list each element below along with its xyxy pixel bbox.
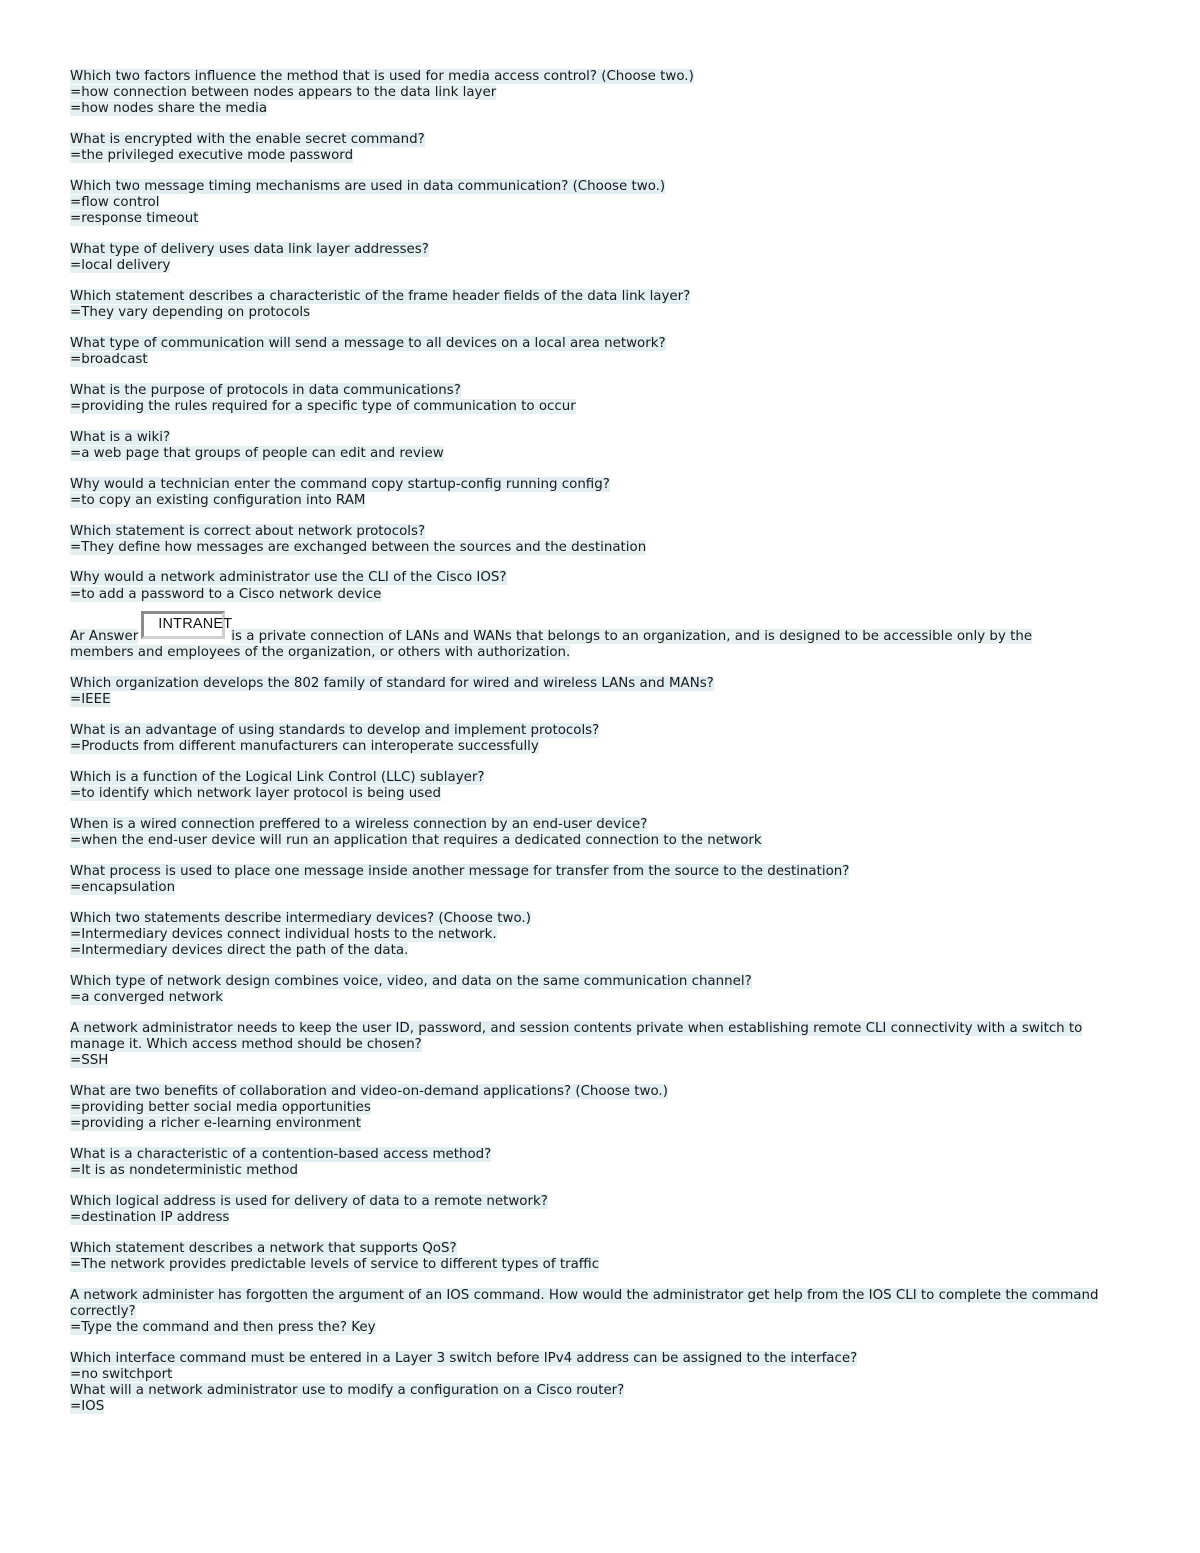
question-list-2: [70, 676, 1130, 1415]
question-text: Which type of network design combines voice, video, and data on the same communication channel?: [70, 973, 752, 989]
question-text: Which organization develops the 802 family of standard for wired and wireless LANs and MANs?: [70, 676, 714, 692]
fill-in-blank-item: [70, 617, 1130, 661]
answer-text: =It is as nondeterministic method: [70, 1163, 298, 1179]
question-text: What type of communication will send a message to all devices on a local area network?: [70, 335, 666, 351]
question-text: Which statement is correct about network protocols?: [70, 523, 426, 539]
answer-text: =how nodes share the media: [70, 101, 268, 117]
qa-item: [70, 430, 1130, 462]
fill-prefix: Ar Answer: [70, 629, 139, 645]
answer-text: =They vary depending on protocols: [70, 305, 311, 321]
answer-text: =broadcast: [70, 352, 148, 368]
question-text: What will a network administrator use to modify a configuration on a Cisco router?: [70, 1383, 625, 1399]
question-text: What are two benefits of collaboration and video-on-demand applications? (Choose two.): [70, 1083, 668, 1099]
answer-text: =providing the rules required for a specific type of communication to occur: [70, 399, 576, 415]
question-text: When is a wired connection preffered to a wireless connection by an end-user device?: [70, 816, 648, 832]
question-text: What type of delivery uses data link layer addresses?: [70, 242, 429, 258]
question-text: Which is a function of the Logical Link Control (LLC) sublayer?: [70, 769, 485, 785]
question-text: What is a wiki?: [70, 429, 171, 445]
qa-item: [70, 570, 1130, 602]
question-text: correctly?: [70, 1303, 136, 1319]
qa-item: [70, 179, 1130, 228]
answer-text: =They define how messages are exchanged between the sources and the destination: [70, 539, 647, 555]
fill-text-line-1: is a private connection of LANs and WANs that belongs to an organization, and is designed to be accessible only by the: [231, 629, 1033, 645]
qa-item: [70, 1194, 1130, 1226]
answer-text: =providing better social media opportunities: [70, 1099, 371, 1115]
document-body: [70, 69, 1130, 1430]
answer-text: =Intermediary devices connect individual hosts to the network.: [70, 926, 497, 942]
qa-item: [70, 974, 1130, 1006]
answer-text: =Type the command and then press the? Key: [70, 1319, 376, 1335]
qa-item: [70, 336, 1130, 368]
question-text: Why would a technician enter the command copy startup-config running config?: [70, 476, 610, 492]
answer-text: =The network provides predictable levels of service to different types of traffic: [70, 1256, 600, 1272]
question-text: What process is used to place one message inside another message for transfer from the source to the destination?: [70, 863, 850, 879]
fill-text-line-2: members and employees of the organization, or others with authorization.: [70, 645, 571, 661]
question-text: Which two factors influence the method that is used for media access control? (Choose two.): [70, 69, 694, 84]
question-text: What is an advantage of using standards to develop and implement protocols?: [70, 722, 600, 738]
answer-text: =a web page that groups of people can edit and review: [70, 445, 444, 461]
qa-item: [70, 1288, 1130, 1337]
question-text: A network administrator needs to keep the user ID, password, and session contents private when establishing remote CLI connectivity with a switch to: [70, 1020, 1083, 1036]
question-text: What is a characteristic of a contention-based access method?: [70, 1146, 492, 1162]
qa-item: [70, 1383, 1130, 1415]
question-text: Which statement describes a network that supports QoS?: [70, 1240, 457, 1256]
answer-text: =how connection between nodes appears to the data link layer: [70, 85, 497, 101]
question-text: Which statement describes a characteristic of the frame header fields of the data link layer?: [70, 289, 691, 305]
qa-item: [70, 242, 1130, 274]
question-text: What is encrypted with the enable secret command?: [70, 132, 425, 148]
answer-text: =to add a password to a Cisco network device: [70, 586, 382, 602]
qa-item: [70, 864, 1130, 896]
question-text: Which two statements describe intermediary devices? (Choose two.): [70, 910, 531, 926]
question-list: [70, 69, 1130, 603]
answer-text: =IOS: [70, 1399, 105, 1415]
answer-text: =SSH: [70, 1053, 109, 1069]
qa-item: [70, 289, 1130, 321]
answer-text: =providing a richer e-learning environment: [70, 1116, 362, 1132]
answer-text: =no switchport: [70, 1366, 173, 1382]
answer-text: =response timeout: [70, 211, 199, 227]
qa-item: [70, 69, 1130, 118]
answer-text: =flow control: [70, 195, 160, 211]
answer-text: =encapsulation: [70, 879, 176, 895]
qa-item: [70, 1147, 1130, 1179]
qa-item: [70, 383, 1130, 415]
answer-text: =Intermediary devices direct the path of the data.: [70, 943, 409, 959]
answer-text: =when the end-user device will run an application that requires a dedicated connection to the network: [70, 833, 762, 848]
qa-item: [70, 1241, 1130, 1273]
qa-item: [70, 1351, 1130, 1383]
qa-item: [70, 723, 1130, 755]
answer-text: =a converged network: [70, 989, 224, 1005]
question-text: Which interface command must be entered in a Layer 3 switch before IPv4 address can be assigned to the interface?: [70, 1350, 858, 1366]
question-text: Why would a network administrator use the CLI of the Cisco IOS?: [70, 570, 507, 586]
qa-item: [70, 1021, 1130, 1070]
question-text: Which two message timing mechanisms are used in data communication? (Choose two.): [70, 179, 666, 195]
qa-item: [70, 676, 1130, 708]
qa-item: [70, 770, 1130, 802]
qa-item: [70, 477, 1130, 509]
answer-text: =the privileged executive mode password: [70, 148, 354, 164]
fill-in-blank-line: [70, 617, 1130, 645]
answer-text: =destination IP address: [70, 1209, 230, 1225]
answer-text: =to copy an existing configuration into RAM: [70, 492, 366, 508]
question-text: Which logical address is used for delivery of data to a remote network?: [70, 1193, 548, 1209]
question-text: manage it. Which access method should be chosen?: [70, 1036, 422, 1052]
answer-text: =local delivery: [70, 258, 171, 274]
qa-item: [70, 911, 1130, 960]
qa-item: [70, 132, 1130, 164]
answer-text: =IEEE: [70, 692, 111, 708]
question-text: What is the purpose of protocols in data communications?: [70, 382, 461, 398]
qa-item: [70, 1084, 1130, 1133]
answer-input[interactable]: [141, 611, 233, 639]
qa-item: [70, 524, 1130, 556]
answer-text: =Products from different manufacturers can interoperate successfully: [70, 739, 539, 755]
answer-text: =to identify which network layer protocol is being used: [70, 786, 441, 802]
qa-item: [70, 817, 1130, 849]
answer-value: INTRANET: [158, 616, 233, 633]
question-text: A network administer has forgotten the argument of an IOS command. How would the administrator get help from the IOS CLI to complete the command: [70, 1287, 1099, 1303]
